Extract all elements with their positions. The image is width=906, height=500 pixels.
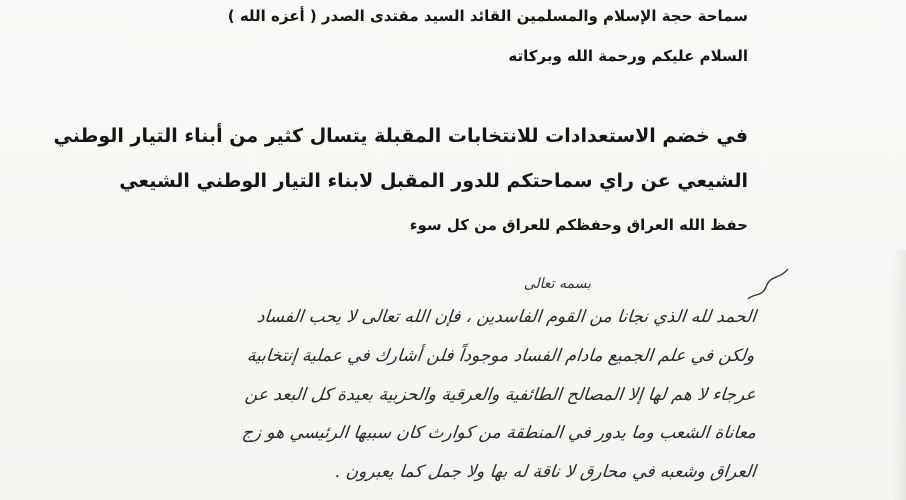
reply-line-2: ولكن في علم الجميع مادام الفساد موجوداً فلن أشارك في عملية إنتخابية — [245, 346, 756, 366]
salutation-line: سماحة حجة الإسلام والمسلمين القائد السيد مقتدى الصدر ( أعزه الله ) — [227, 7, 748, 25]
greeting-line: السلام عليكم ورحمة الله وبركاته — [508, 47, 748, 65]
question-line-1: في خضم الاستعدادات للانتخابات المقبلة يتسال كثير من أبناء التيار الوطني — [53, 125, 748, 147]
reply-line-3: عرجاء لا هم لها إلا المصالح الطائفية والعرقية والحزبية بعيدة كل البعد عن — [244, 385, 758, 405]
closing-line: حفظ الله العراق وحفظكم للعراق من كل سوء — [409, 216, 748, 234]
reply-heading: بسمه تعالى — [523, 276, 591, 292]
page-edge-shadow — [892, 250, 906, 500]
reply-line-1: الحمد لله الذي نجانا من القوم الفاسدين ، فإن الله تعالى لا يحب الفساد — [255, 307, 758, 327]
reply-line-4: معاناة الشعب وما يدور في المنطقة من كوارث كان سببها الرئيسي هو زج — [240, 423, 758, 443]
reply-line-5: العراق وشعبه في محارق لا ناقة له بها ولا جمل كما يعبرون . — [334, 462, 758, 482]
question-line-2: الشيعي عن راي سماحتكم للدور المقبل لابناء التيار الوطني الشيعي — [119, 170, 748, 192]
handwritten-scribble-mark — [740, 265, 800, 305]
